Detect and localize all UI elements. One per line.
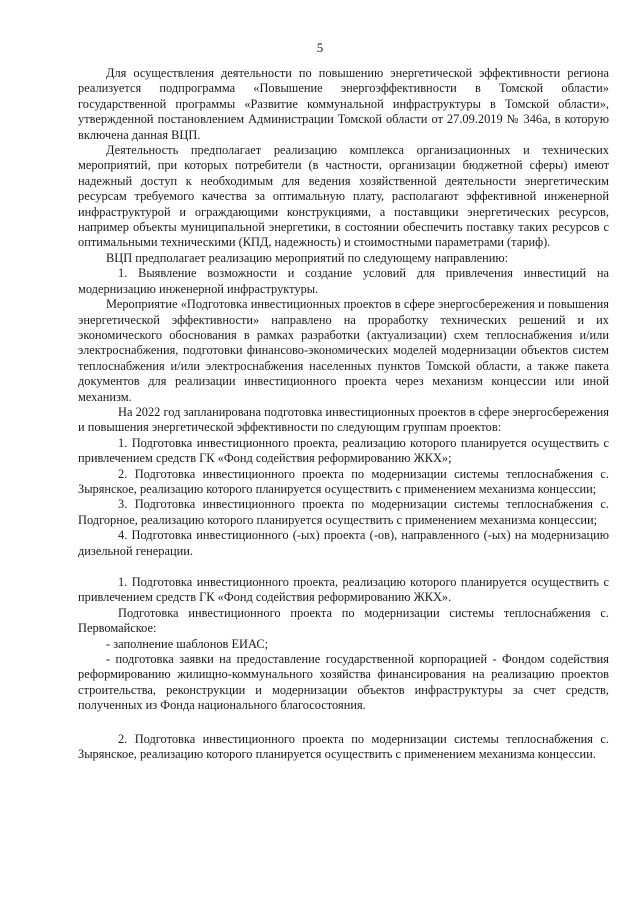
section-heading-2: 2. Подготовка инвестиционного проекта по модернизации системы теплоснабжения с. Зырянское, реализацию которого планируется осуществить с применением механизма концессии. bbox=[78, 731, 609, 762]
paragraph-intro: Для осуществления деятельности по повышению энергетической эффективности региона реализуется подпрограмма «Повышение энергоэффективности в Томской области» государственной программы «Развитие коммунальной инфраструктуры в Томской области», утвержденной постановлением Администрации Томской области от 27.09.2019 № 346а, в которую включена данная ВЦП. bbox=[78, 66, 609, 142]
paragraph-direction-1: 1. Выявление возможности и создание условий для привлечения инвестиций на модернизацию инженерной инфраструктуры. bbox=[78, 266, 609, 296]
paragraph-measure: Мероприятие «Подготовка инвестиционных проектов в сфере энергосбережения и повышения энергетической эффективности» направлено на проработку технических решений и их экономического обоснования в рамках разработки (актуализации) схем теплоснабжения и/или электроснабжения, подготовки финансово-экономических моделей модернизации объектов систем теплоснабжения и/или электроснабжения населенных пунктов Томской области, а также пакета документов для реализации инвестиционного проекта через механизм концессии или иной механизм. bbox=[78, 297, 609, 404]
document-body bbox=[78, 66, 609, 762]
spacer bbox=[78, 714, 609, 732]
spacer bbox=[78, 559, 609, 575]
paragraph-direction-intro: ВЦП предполагает реализацию мероприятий по следующему направлению: bbox=[106, 250, 509, 265]
paragraph-activity: Деятельность предполагает реализацию комплекса организационных и технических мероприятий, при которых потребители (в частности, организации бюджетной сферы) имеют надежный доступ к необходимым для ведения хозяйственной деятельности энергетическим ресурсам требуемого качества за оптимальную плату, располагают эффективной инженерной инфраструктурой и ограждающими конструкциями, а поставщики энергетических ресурсов, например объекты муниципальной энергетики, в состоянии обеспечить поставку таких ресурсов с оптимальными техническими (КПД, надежность) и стоимостными параметрами (тариф). bbox=[78, 143, 609, 250]
list-item-project-2: 2. Подготовка инвестиционного проекта по модернизации системы теплоснабжения с. Зырянское, реализацию которого планируется осуществить с применением механизма концессии; bbox=[78, 466, 609, 496]
list-item-project-4: 4. Подготовка инвестиционного (-ых) проекта (-ов), направленного (-ых) на модернизацию дизельной генерации. bbox=[78, 528, 609, 558]
dash-item-application: - подготовка заявки на предоставление государственной корпорацией - Фондом содействия реформированию жилищно-коммунального хозяйства финансирования на реализацию проектов строительства, реконструкции и модернизации объектов инфраструктуры за счет средств, полученных из Фонда национального благосостояния. bbox=[78, 652, 609, 713]
list-item-project-3: 3. Подготовка инвестиционного проекта по модернизации системы теплоснабжения с. Подгорное, реализацию которого планируется осуществить с применением механизма концессии; bbox=[78, 497, 609, 527]
section-heading-1: 1. Подготовка инвестиционного проекта, реализацию которого планируется осуществить с привлечением средств ГК «Фонд содействия реформированию ЖКХ». bbox=[78, 575, 609, 605]
page-number: 5 bbox=[316, 40, 324, 55]
paragraph-plan-2022: На 2022 год запланирована подготовка инвестиционных проектов в сфере энергосбережения и повышения энергетической эффективности по следующим группам проектов: bbox=[78, 404, 609, 435]
list-item-project-1: 1. Подготовка инвестиционного проекта, реализацию которого планируется осуществить с привлечением средств ГК «Фонд содействия реформированию ЖКХ»; bbox=[78, 435, 609, 466]
paragraph-pervomayskoe: Подготовка инвестиционного проекта по модернизации системы теплоснабжения с. Первомайское: bbox=[78, 605, 609, 636]
dash-item-eias: - заполнение шаблонов ЕИАС; bbox=[106, 636, 269, 651]
